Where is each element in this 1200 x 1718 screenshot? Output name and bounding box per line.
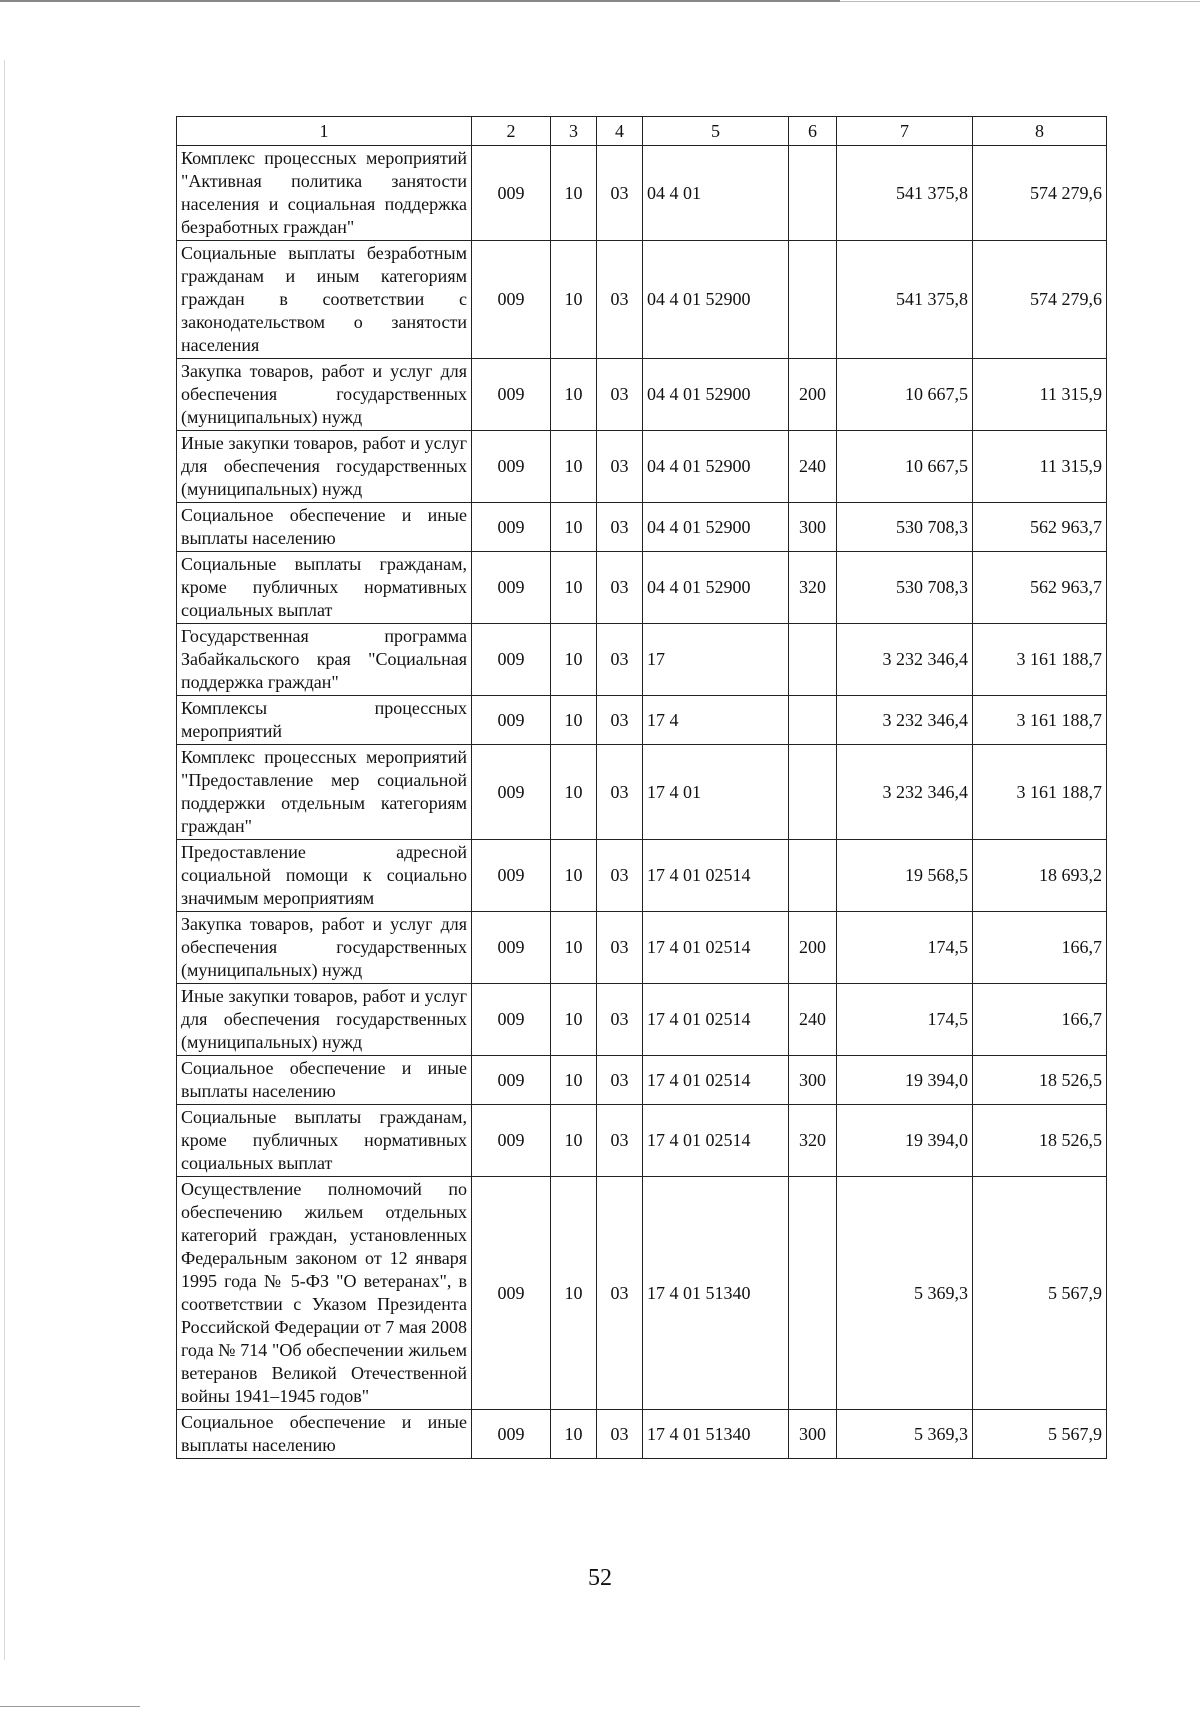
subsection-code-cell: 03	[597, 146, 643, 241]
amount-year2-cell: 18 526,5	[973, 1056, 1107, 1105]
subsection-code-cell: 03	[597, 1105, 643, 1177]
amount-year1-cell: 10 667,5	[837, 431, 973, 503]
amount-year2-cell: 11 315,9	[973, 431, 1107, 503]
expense-type-cell: 300	[789, 503, 837, 552]
target-article-cell: 17 4 01 51340	[643, 1177, 789, 1410]
target-article-cell: 17 4 01 51340	[643, 1410, 789, 1459]
amount-year1-cell: 174,5	[837, 912, 973, 984]
ministry-code-cell: 009	[472, 1177, 551, 1410]
row-name-cell: Комплекс процессных мероприятий "Предоставление мер социальной поддержки отдельным категориям граждан"	[177, 745, 472, 840]
target-article-cell: 17	[643, 624, 789, 696]
row-name-cell: Осуществление полномочий по обеспечению жильем отдельных категорий граждан, установленных Федеральным законом от 12 января 1995 года № 5-ФЗ "О ветеранах", в соответствии с Указом Президента Российской Федерации от 7 мая 2008 года № 714 "Об обеспечении жильем ветеранов Великой Отечественной войны 1941–1945 годов"	[177, 1177, 472, 1410]
table-row	[177, 431, 1107, 503]
amount-year1-cell: 541 375,8	[837, 146, 973, 241]
section-code-cell: 10	[551, 1410, 597, 1459]
amount-year2-cell: 18 693,2	[973, 840, 1107, 912]
row-name-cell: Комплексы процессных мероприятий	[177, 696, 472, 745]
subsection-code-cell: 03	[597, 1056, 643, 1105]
section-code-cell: 10	[551, 696, 597, 745]
amount-year1-cell: 3 232 346,4	[837, 696, 973, 745]
target-article-cell: 17 4 01	[643, 745, 789, 840]
expense-type-cell: 240	[789, 984, 837, 1056]
subsection-code-cell: 03	[597, 431, 643, 503]
row-name-cell: Социальные выплаты гражданам, кроме публичных нормативных социальных выплат	[177, 1105, 472, 1177]
ministry-code-cell: 009	[472, 431, 551, 503]
amount-year1-cell: 10 667,5	[837, 359, 973, 431]
ministry-code-cell: 009	[472, 359, 551, 431]
section-code-cell: 10	[551, 431, 597, 503]
column-header: 4	[597, 117, 643, 146]
expense-type-cell: 240	[789, 431, 837, 503]
ministry-code-cell: 009	[472, 552, 551, 624]
table-row	[177, 1105, 1107, 1177]
section-code-cell: 10	[551, 503, 597, 552]
amount-year1-cell: 530 708,3	[837, 552, 973, 624]
target-article-cell: 17 4 01 02514	[643, 1056, 789, 1105]
section-code-cell: 10	[551, 146, 597, 241]
ministry-code-cell: 009	[472, 745, 551, 840]
subsection-code-cell: 03	[597, 696, 643, 745]
table-header-row	[177, 117, 1107, 146]
subsection-code-cell: 03	[597, 359, 643, 431]
expense-type-cell: 300	[789, 1056, 837, 1105]
subsection-code-cell: 03	[597, 912, 643, 984]
subsection-code-cell: 03	[597, 552, 643, 624]
column-header: 5	[643, 117, 789, 146]
target-article-cell: 04 4 01	[643, 146, 789, 241]
amount-year2-cell: 3 161 188,7	[973, 624, 1107, 696]
amount-year2-cell: 166,7	[973, 984, 1107, 1056]
amount-year2-cell: 562 963,7	[973, 552, 1107, 624]
expense-type-cell	[789, 241, 837, 359]
subsection-code-cell: 03	[597, 984, 643, 1056]
table-row	[177, 912, 1107, 984]
row-name-cell: Иные закупки товаров, работ и услуг для обеспечения государственных (муниципальных) нужд	[177, 984, 472, 1056]
section-code-cell: 10	[551, 840, 597, 912]
target-article-cell: 17 4 01 02514	[643, 1105, 789, 1177]
target-article-cell: 04 4 01 52900	[643, 359, 789, 431]
amount-year1-cell: 174,5	[837, 984, 973, 1056]
table-row	[177, 359, 1107, 431]
row-name-cell: Государственная программа Забайкальского края "Социальная поддержка граждан"	[177, 624, 472, 696]
table-row	[177, 840, 1107, 912]
amount-year2-cell: 11 315,9	[973, 359, 1107, 431]
amount-year2-cell: 18 526,5	[973, 1105, 1107, 1177]
section-code-cell: 10	[551, 359, 597, 431]
column-header: 7	[837, 117, 973, 146]
row-name-cell: Социальное обеспечение и иные выплаты населению	[177, 1056, 472, 1105]
amount-year1-cell: 5 369,3	[837, 1177, 973, 1410]
amount-year1-cell: 19 394,0	[837, 1105, 973, 1177]
ministry-code-cell: 009	[472, 146, 551, 241]
amount-year2-cell: 574 279,6	[973, 241, 1107, 359]
table-row	[177, 1056, 1107, 1105]
amount-year1-cell: 3 232 346,4	[837, 745, 973, 840]
subsection-code-cell: 03	[597, 624, 643, 696]
row-name-cell: Закупка товаров, работ и услуг для обеспечения государственных (муниципальных) нужд	[177, 359, 472, 431]
subsection-code-cell: 03	[597, 1177, 643, 1410]
amount-year1-cell: 19 394,0	[837, 1056, 973, 1105]
ministry-code-cell: 009	[472, 696, 551, 745]
ministry-code-cell: 009	[472, 912, 551, 984]
row-name-cell: Предоставление адресной социальной помощи к социально значимым мероприятиям	[177, 840, 472, 912]
expense-type-cell: 200	[789, 359, 837, 431]
section-code-cell: 10	[551, 912, 597, 984]
expense-type-cell	[789, 1177, 837, 1410]
amount-year2-cell: 3 161 188,7	[973, 696, 1107, 745]
table-row	[177, 503, 1107, 552]
row-name-cell: Комплекс процессных мероприятий "Активная политика занятости населения и социальная поддержка безработных граждан"	[177, 146, 472, 241]
column-header: 8	[973, 117, 1107, 146]
section-code-cell: 10	[551, 1177, 597, 1410]
column-header: 3	[551, 117, 597, 146]
column-header: 6	[789, 117, 837, 146]
row-name-cell: Социальное обеспечение и иные выплаты населению	[177, 1410, 472, 1459]
subsection-code-cell: 03	[597, 745, 643, 840]
table-row	[177, 1410, 1107, 1459]
subsection-code-cell: 03	[597, 1410, 643, 1459]
target-article-cell: 04 4 01 52900	[643, 241, 789, 359]
table-body	[177, 146, 1107, 1459]
section-code-cell: 10	[551, 984, 597, 1056]
scan-edge-line	[0, 1706, 140, 1707]
table-row	[177, 241, 1107, 359]
table-row	[177, 984, 1107, 1056]
target-article-cell: 17 4	[643, 696, 789, 745]
table-row	[177, 552, 1107, 624]
budget-table	[176, 116, 1107, 1459]
expense-type-cell	[789, 696, 837, 745]
subsection-code-cell: 03	[597, 241, 643, 359]
amount-year2-cell: 5 567,9	[973, 1177, 1107, 1410]
expense-type-cell	[789, 146, 837, 241]
expense-type-cell	[789, 624, 837, 696]
target-article-cell: 04 4 01 52900	[643, 552, 789, 624]
table-row	[177, 1177, 1107, 1410]
section-code-cell: 10	[551, 745, 597, 840]
row-name-cell: Социальное обеспечение и иные выплаты населению	[177, 503, 472, 552]
ministry-code-cell: 009	[472, 624, 551, 696]
row-name-cell: Социальные выплаты гражданам, кроме публичных нормативных социальных выплат	[177, 552, 472, 624]
subsection-code-cell: 03	[597, 840, 643, 912]
section-code-cell: 10	[551, 1056, 597, 1105]
target-article-cell: 04 4 01 52900	[643, 431, 789, 503]
amount-year1-cell: 3 232 346,4	[837, 624, 973, 696]
ministry-code-cell: 009	[472, 503, 551, 552]
table-row	[177, 624, 1107, 696]
scan-edge-line	[4, 60, 5, 1660]
row-name-cell: Социальные выплаты безработным гражданам и иным категориям граждан в соответствии с законодательством о занятости населения	[177, 241, 472, 359]
scan-edge-line	[840, 1, 1200, 2]
amount-year2-cell: 562 963,7	[973, 503, 1107, 552]
subsection-code-cell: 03	[597, 503, 643, 552]
ministry-code-cell: 009	[472, 241, 551, 359]
expense-type-cell: 320	[789, 552, 837, 624]
row-name-cell: Иные закупки товаров, работ и услуг для обеспечения государственных (муниципальных) нужд	[177, 431, 472, 503]
row-name-cell: Закупка товаров, работ и услуг для обеспечения государственных (муниципальных) нужд	[177, 912, 472, 984]
ministry-code-cell: 009	[472, 1410, 551, 1459]
ministry-code-cell: 009	[472, 984, 551, 1056]
expense-type-cell: 300	[789, 1410, 837, 1459]
ministry-code-cell: 009	[472, 840, 551, 912]
column-header: 1	[177, 117, 472, 146]
amount-year1-cell: 530 708,3	[837, 503, 973, 552]
amount-year2-cell: 5 567,9	[973, 1410, 1107, 1459]
expense-type-cell: 200	[789, 912, 837, 984]
amount-year1-cell: 19 568,5	[837, 840, 973, 912]
scan-edge-line	[0, 0, 840, 2]
ministry-code-cell: 009	[472, 1056, 551, 1105]
target-article-cell: 04 4 01 52900	[643, 503, 789, 552]
table-row	[177, 696, 1107, 745]
section-code-cell: 10	[551, 552, 597, 624]
expense-type-cell: 320	[789, 1105, 837, 1177]
table-row	[177, 745, 1107, 840]
column-header: 2	[472, 117, 551, 146]
target-article-cell: 17 4 01 02514	[643, 912, 789, 984]
expense-type-cell	[789, 745, 837, 840]
amount-year1-cell: 5 369,3	[837, 1410, 973, 1459]
section-code-cell: 10	[551, 624, 597, 696]
page-number: 52	[588, 1565, 612, 1591]
amount-year1-cell: 541 375,8	[837, 241, 973, 359]
section-code-cell: 10	[551, 241, 597, 359]
expense-type-cell	[789, 840, 837, 912]
target-article-cell: 17 4 01 02514	[643, 840, 789, 912]
table-row	[177, 146, 1107, 241]
ministry-code-cell: 009	[472, 1105, 551, 1177]
amount-year2-cell: 3 161 188,7	[973, 745, 1107, 840]
section-code-cell: 10	[551, 1105, 597, 1177]
target-article-cell: 17 4 01 02514	[643, 984, 789, 1056]
amount-year2-cell: 166,7	[973, 912, 1107, 984]
amount-year2-cell: 574 279,6	[973, 146, 1107, 241]
